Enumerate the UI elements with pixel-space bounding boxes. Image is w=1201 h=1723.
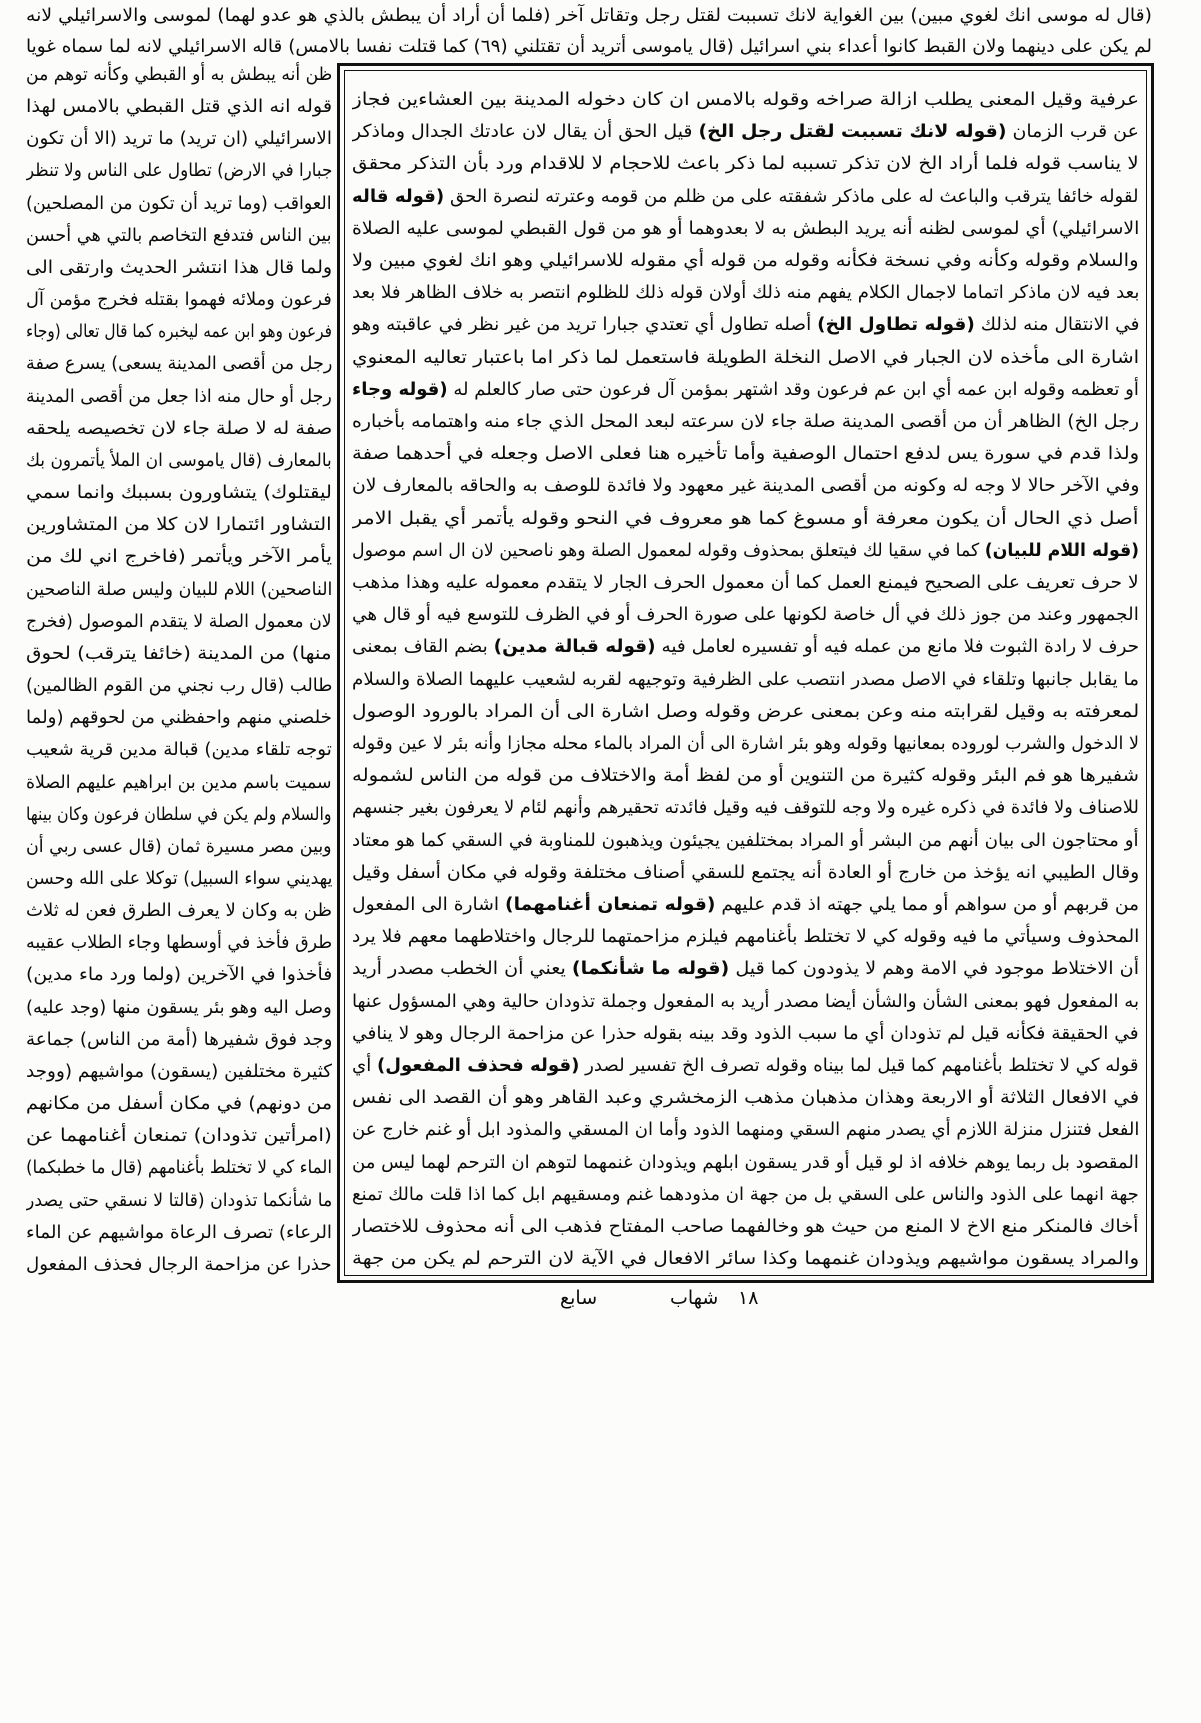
commentary-line: [352, 1212, 1139, 1242]
commentary-line-text: لا حرف تعريف على الصحيح فيمنع العمل كما أن معمول الحرف الجار لا يتقدم معموله عليه وهذا مذهب: [352, 572, 1139, 593]
margin-line: [26, 510, 332, 540]
commentary-line-text: بعد فيه لان ماذكر اتماما لاجمال الكلام يفهم منه ذلك أولان قوله ذلك للظلوم انتصر به خلاف الظاهر فلا بعد: [352, 282, 1139, 304]
commentary-box-inner-frame: [344, 70, 1147, 1276]
commentary-box: [337, 63, 1154, 1283]
margin-line: [26, 703, 332, 733]
margin-line: [26, 1057, 332, 1087]
margin-line: [26, 92, 332, 122]
margin-line: [26, 414, 332, 444]
header-line: [26, 1, 1152, 31]
margin-line: [26, 1186, 332, 1216]
commentary-line-text: لقوله خائفا يترقب والباعث له على ماذكر شفقته على من ظلم من قومه وعترته لنصرة الحق (قوله قاله: [352, 185, 1139, 207]
commentary-line-text: المقصود بل ربما يوهم خلافه اذ لو قيل أو قدر يسقون ابلهم ويذودان غنمهما لتوهم ان الترحم لهما ليس من: [352, 1151, 1139, 1173]
commentary-line: [352, 375, 1139, 405]
margin-line-text: فرعون وملائه فهموا بقتله فخرج مؤمن آل: [26, 289, 332, 311]
commentary-line: [352, 214, 1139, 244]
commentary-line-text: عرفية وقيل المعنى يطلب ازالة صراخه وقوله بالامس ان كان دخوله المدينة بين العشاءين فجاز: [352, 89, 1139, 110]
commentary-line-text: أو محتاجون الى بيان أنهم من البشر أو المراد بمختلفين يجيئون ويذهبون للمناوبة في السقي كما هو معتاد: [352, 829, 1139, 851]
margin-line: [26, 735, 332, 765]
margin-line-text: توجه تلقاء مدين) قبالة مدين قرية شعيب: [26, 739, 332, 761]
margin-line: [26, 607, 332, 637]
commentary-line: [352, 343, 1139, 373]
margin-line-text: ما شأنكما تذودان (قالتا لا نسقي حتى يصدر: [26, 1189, 332, 1211]
margin-line: [26, 928, 332, 958]
commentary-line: [352, 858, 1139, 888]
commentary-line-text: في الافعال الثلاثة أو الاربعة وهذان مذهبان مذهب الزمخشري وعبد القاهر وهو أن القصد الى نفس: [352, 1087, 1139, 1109]
commentary-line: [352, 407, 1139, 437]
header-line-text: (قال له موسى انك لغوي مبين) بين الغواية لانك تسببت لقتل رجل وتقاتل آخر (فلما أن أراد أن يبطش بالذي هو عدو لهما) لموسى والاسرائيلي لانه: [26, 5, 1152, 26]
margin-line: [26, 221, 332, 251]
margin-line: [26, 993, 332, 1023]
commentary-line-text: اشارة الى مأخذه لان الجبار في الاصل النخلة الطويلة فاستعمل لما ذكر اما باعتبار تعاليه المعنوي: [352, 346, 1139, 368]
margin-column: [26, 60, 332, 1285]
commentary-line: [352, 1244, 1139, 1274]
margin-line: [26, 1089, 332, 1119]
commentary-line-text: به المفعول فهو بمعنى الشأن والشأن أيضا مصدر أريد به المفعول وجملة تذودان حالية وهي المسؤول عنها: [352, 990, 1139, 1012]
margin-line-text: منها) من المدينة (خائفا يترقب) لحوق: [26, 642, 332, 664]
margin-line-text: يهديني سواء السبيل) توكلا على الله وحسن: [26, 868, 332, 889]
margin-line-text: وبين مصر مسيرة ثمان (قال عسى ربي أن: [26, 835, 332, 857]
margin-line: [26, 253, 332, 283]
margin-line-text: ظن به وكان لا يعرف الطرق فعن له ثلاث: [26, 900, 332, 922]
commentary-line-text: لا يناسب قوله فلما أراد الخ لان تذكر تسببه لما ذكر باعث للاحجام لا للاقدام ورد بأن التذكر محقق: [352, 153, 1139, 175]
commentary-line: [352, 761, 1139, 791]
commentary-line: [352, 1180, 1139, 1210]
margin-line-text: وصل اليه وهو بئر يسقون منها (وجد عليه): [26, 996, 332, 1018]
gloss-lemma: (قوله قبالة مدين): [493, 636, 656, 658]
commentary-line: [352, 149, 1139, 179]
margin-line: [26, 864, 332, 894]
margin-line: [26, 639, 332, 669]
commentary-line: [352, 793, 1139, 823]
commentary-line-text: ما يقابل جانبها وتلقاء في الاصل مصدر انتصب على الظرفية وتوجيهه لقربه لشعيب عليهما الصلاة والسلام: [352, 668, 1139, 690]
margin-line: [26, 1250, 332, 1280]
page-number: ١٨: [738, 1287, 759, 1309]
running-title: شهاب: [670, 1287, 719, 1309]
margin-line: [26, 671, 332, 701]
page-footer: [0, 1284, 1201, 1312]
commentary-line: [352, 697, 1139, 727]
margin-line: [26, 800, 332, 830]
margin-line-text: صفة له لا صلة جاء لان تخصيصه يلحقه: [26, 417, 332, 439]
margin-line: [26, 317, 332, 347]
commentary-line-text: أخاك فالمنكر منع الاخ لا المنع من حيث هو وخالفهما صاحب المفتاح فذهب الى أنه محذوف للاختصار: [352, 1216, 1139, 1237]
commentary-line-text: أن الاختلاط موجود في الامة وهم لا يذودون كما قيل (قوله ما شأنكما) يعني أن الخطب مصدر أريد: [352, 958, 1139, 980]
gloss-lemma: (قوله لانك تسببت لقتل رجل الخ): [698, 121, 1007, 143]
margin-line-text: طالب (قال رب نجني من القوم الظالمين): [26, 675, 332, 697]
gloss-lemma: (قوله فحذف المفعول): [377, 1055, 580, 1076]
margin-line-text: حذرا عن مزاحمة الرجال فحذف المفعول: [26, 1253, 332, 1275]
margin-line: [26, 60, 332, 90]
margin-line: [26, 896, 332, 926]
margin-line-text: لان معمول الصلة لا يتقدم الموصول (فخرج: [26, 610, 332, 632]
commentary-line: [352, 568, 1139, 598]
margin-line: [26, 1025, 332, 1055]
commentary-line: [352, 1083, 1139, 1113]
commentary-line: [352, 439, 1139, 469]
margin-line-text: رجل من أقصى المدينة يسعى) يسرع صفة: [26, 353, 332, 375]
commentary-line: [352, 922, 1139, 952]
header-line: [26, 32, 1152, 62]
commentary-line-text: شفيرها هو فم البئر وقوله كثيرة من التنوين أو من لفظ أمة والاختلاف من قوله من الناس لشموله: [352, 765, 1139, 787]
margin-line-text: (امرأتين تذودان) تمنعان أغنامهما عن: [26, 1125, 332, 1147]
margin-line: [26, 156, 332, 186]
margin-line: [26, 832, 332, 862]
commentary-line-text: في الانتقال منه لذلك (قوله تطاول الخ) أصله تطاول أي تعتدي جبارا تريد من غير نظر في عاقبته وهو: [352, 314, 1139, 336]
commentary-line: [352, 504, 1139, 534]
margin-line-text: والسلام ولم يكن في سلطان فرعون وكان بينها: [26, 803, 332, 825]
commentary-line: [352, 600, 1139, 630]
margin-line-text: قوله انه الذي قتل القبطي بالامس لهذا: [26, 96, 332, 118]
commentary-line: [352, 1051, 1139, 1081]
margin-line-text: سميت باسم مدين بن ابراهيم عليهم الصلاة: [26, 771, 332, 793]
commentary-line: [352, 536, 1139, 566]
margin-line-text: الرعاء) تصرف الرعاة مواشيهم عن الماء: [26, 1221, 332, 1243]
margin-line-text: يأمر الآخر ويأتمر (فاخرج اني لك من: [26, 546, 332, 568]
margin-line: [26, 1121, 332, 1151]
margin-line-text: فرعون وهو ابن عمه ليخبره كما قال تعالى (وجاء: [26, 321, 332, 343]
margin-line-text: فأخذوا في الآخرين (ولما ورد ماء مدين): [26, 964, 332, 986]
commentary-line: [352, 310, 1139, 340]
commentary-line-text: أو تعظمه وقوله ابن عمه أي ابن عم فرعون وقد اشتهر بمؤمن آل فرعون حتى صار كالعلم له (قوله وجاء: [352, 378, 1139, 400]
commentary-line: [352, 246, 1139, 276]
commentary-line: [352, 1019, 1139, 1049]
commentary-line-text: لمعرفته به وقيل لقرابته منه وعن بمعنى عرض وقوله وصل اشارة الى أن المراد بالورود الوصول: [352, 700, 1139, 722]
margin-line-text: بالمعارف (قال ياموسى ان الملأ يأتمرون بك: [26, 449, 332, 471]
margin-line-text: الماء كي لا تختلط بأغنامهم (قال ما خطبكما): [26, 1157, 332, 1179]
margin-line-text: خلصني منهم واحفظني من لحوقهم (ولما: [26, 707, 332, 729]
commentary-line-text: عن قرب الزمان (قوله لانك تسببت لقتل رجل الخ) قيل الحق أن يقال لان عادتك الجدال وماذكر: [352, 121, 1139, 143]
header-line-text: لم يكن على دينهما ولان القبط كانوا أعداء بني اسرائيل (قال ياموسى أتريد أن تقتلني (٦٩) كما قتلت نفسا بالامس) قاله الاسرائيلي لانه لما سماه غويا: [26, 36, 1152, 57]
margin-line: [26, 768, 332, 798]
margin-line: [26, 189, 332, 219]
commentary-line-text: والمراد يسقون مواشيهم ويذودان غنمهما وكذا سائر الافعال في الآية لان الترحم لم يكن من جهة: [352, 1248, 1139, 1270]
commentary-line-text: أصل ذي الحال أن يكون معرفة أو مسوغ كما هو معروف في النحو وقوله يأتمر أي يقبل الامر: [352, 507, 1139, 529]
commentary-line-text: جهة انهما على الذود والناس على السقي بل من جهة ان مذودهما غنم ومسقيهم ابل كما اذا قلت مالك تمنع: [352, 1183, 1139, 1205]
commentary-line-text: الفعل فتنزل منزلة اللازم أي يصدر منهم السقي ومنهما الذود وأما ان المسقي والمذود ابل أو غنم خارج عن: [352, 1119, 1139, 1141]
commentary-line-text: وفي الآخر حالا لا وجه له وكونه من أقصى المدينة غير معهود ولا فائدة للوصف به والحاقه بالمعارف لان: [352, 475, 1139, 497]
commentary-line-text: لا الدخول والشرب لوروده بمعانيها وقوله وهو بئر اشارة الى أن المراد بالماء محله مجازا وأنه بئر لا عين وقوله: [352, 733, 1139, 754]
commentary-line-text: المحذوف وسيأتي ما فيه وقوله كي لا تختلط بأغنامهم فيلزم مزاحمتهما للرجال واختلاطهما معهم فلا يرد: [352, 926, 1139, 948]
commentary-line-text: رجل الخ) الظاهر أن من أقصى المدينة صلة جاء لان سرعته لبعد المحل الذي جاء منه واهتمامه بأخباره: [352, 411, 1139, 432]
margin-line-text: ظن أنه يبطش به أو القبطي وكأنه توهم من: [26, 64, 332, 85]
gloss-lemma: (قوله تمنعان أغنامهما): [504, 894, 716, 915]
margin-line: [26, 1153, 332, 1183]
commentary-line-text: والسلام وقوله وكأنه وفي نسخة فكأنه وقوله من قوله أي مقوله للاسرائيلي وهو انك لغوي مبين ولا: [352, 250, 1139, 271]
margin-line-text: العواقب (وما تريد أن تكون من المصلحين): [26, 192, 332, 214]
gloss-lemma: (قوله ما شأنكما): [571, 958, 730, 980]
commentary-line-text: وقال الطيبي انه يؤخذ من خارج أو العادة أنه يجتمع للسقي أصناف مختلفة وقوله في مكان أسفل وقيل: [352, 861, 1139, 883]
commentary-line-text: حرف لا رادة الثبوت فلا مانع من عمله فيه أو تفسيره لعامل فيه (قوله قبالة مدين) بضم القاف بمعنى: [352, 636, 1139, 658]
margin-line-text: رجل أو حال منه اذا جعل من أقصى المدينة: [26, 385, 332, 407]
commentary-line: [352, 890, 1139, 920]
commentary-line-text: الجمهور وعند من جوز ذلك في أل خاصة لكونها على صورة الحرف أو في الظرف للتوسع فيه أو قال هي: [352, 604, 1139, 626]
margin-line-text: الاسرائيلي (ان تريد) ما تريد (الا أن تكون: [26, 128, 332, 150]
commentary-line: [352, 632, 1139, 662]
margin-line: [26, 478, 332, 508]
commentary-line-text: قوله كي لا تختلط بأغنامهم كما قيل لما بيناه وقوله تصرف الخ تفسير لصدر (قوله فحذف المفعول) أي: [352, 1055, 1139, 1076]
gloss-lemma: (قوله قاله: [352, 185, 445, 207]
margin-line: [26, 575, 332, 605]
commentary-line-text: من قربهم أو من سواهم أو مما يلي جهته اذ قدم عليهم (قوله تمنعان أغنامهما) اشارة الى المفعول: [352, 894, 1139, 915]
gloss-lemma: (قوله وجاء: [352, 378, 448, 400]
margin-line-text: بين الناس فتدفع التخاصم بالتي هي أحسن: [26, 224, 332, 246]
margin-line: [26, 382, 332, 412]
margin-line-text: كثيرة مختلفين (يسقون) مواشيهم (ووجد: [26, 1060, 332, 1082]
commentary-lines: [352, 71, 1139, 1275]
margin-line: [26, 349, 332, 379]
commentary-line: [352, 826, 1139, 856]
margin-line-text: طرق فأخذ في أوسطها وجاء الطلاب عقيبه: [26, 932, 332, 954]
margin-line: [26, 542, 332, 572]
commentary-line: [352, 954, 1139, 984]
commentary-line: [352, 85, 1139, 115]
commentary-line: [352, 1115, 1139, 1145]
margin-line-text: الناصحين) اللام للبيان وليس صلة الناصحين: [26, 578, 332, 600]
commentary-line-text: ولذا قدم في سورة يس لدفع احتمال الوصفية وأما تأخيره هنا فعلى الاصل وجعله في أحدهما صفة: [352, 443, 1139, 465]
commentary-line: [352, 182, 1139, 212]
commentary-line-text: (قوله اللام للبيان) كما في سقيا لك فيتعلق بمحذوف وقوله لمعمول الصلة وهو ناصحين لان ال اسم موصول: [352, 539, 1139, 561]
volume-label: سابع: [560, 1287, 598, 1309]
margin-line: [26, 285, 332, 315]
margin-line: [26, 446, 332, 476]
commentary-line: [352, 1148, 1139, 1178]
margin-line: [26, 960, 332, 990]
margin-line-text: ولما قال هذا انتشر الحديث وارتقى الى: [26, 256, 332, 278]
margin-line-text: من دونهم) في مكان أسفل من مكانهم: [26, 1093, 332, 1115]
gloss-lemma: (قوله اللام للبيان): [984, 539, 1139, 561]
margin-line: [26, 1218, 332, 1248]
commentary-line-text: للاصناف ولا فائدة في ذكره غيره ولا وجه للتوقف فيه وقيل فائدته تحقيرهم وأنهم لئام لا يعرفون بغير جنسهم: [352, 797, 1139, 819]
commentary-line: [352, 278, 1139, 308]
commentary-line-text: الاسرائيلي) أي لموسى لظنه أنه يريد البطش به لا بعدوهما أو هو من قول القبطي لموسى عليه الصلاة: [352, 217, 1139, 239]
margin-line: [26, 124, 332, 154]
margin-line-text: ليقتلوك) يتشاورون بسببك وانما سمي: [26, 482, 332, 504]
margin-line-text: جبارا في الارض) تطاول على الناس ولا تنظر: [26, 160, 332, 182]
commentary-line-text: في الحقيقة فكأنه قيل لم تذودان أي ما سبب الذود وقد بينه بقوله حذرا عن مزاحمة الرجال وهو لا ينافي: [352, 1022, 1139, 1044]
commentary-line: [352, 471, 1139, 501]
commentary-line: [352, 987, 1139, 1017]
commentary-line: [352, 665, 1139, 695]
header-text-block: [26, 0, 1152, 62]
gloss-lemma: (قوله تطاول الخ): [816, 314, 975, 336]
commentary-line: [352, 117, 1139, 147]
margin-line-text: التشاور ائتمارا لان كلا من المتشاورين: [26, 514, 332, 536]
margin-line-text: وجد فوق شفيرها (أمة من الناس) جماعة: [26, 1028, 332, 1050]
commentary-line: [352, 729, 1139, 759]
